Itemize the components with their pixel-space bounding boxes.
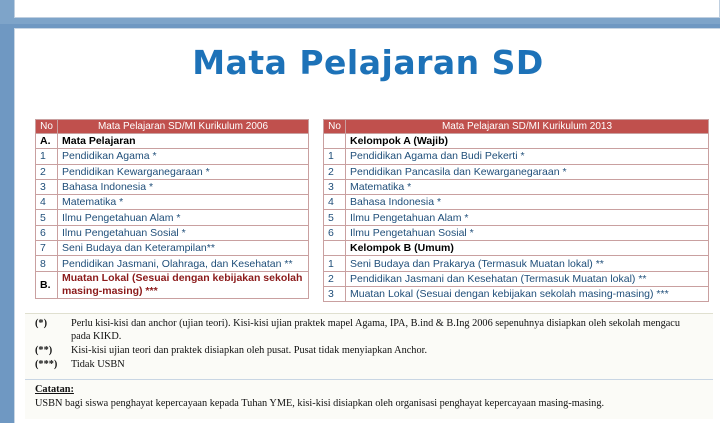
row-no: 6 [324, 225, 346, 240]
note-symbol: (*) [35, 318, 48, 329]
header-no: No [324, 120, 346, 134]
table-row [324, 195, 709, 210]
group-label: Kelompok A (Wajib) [346, 134, 709, 149]
catatan-text: USBN bagi siswa penghayat kepercayaan kepada Tuhan YME, kisi-kisi disiapkan oleh organisasi penghayat kepercayaan masing-masing. [35, 398, 605, 409]
table-row [36, 225, 309, 240]
row-no: 2 [36, 164, 58, 179]
group-no: A. [36, 134, 58, 149]
table-header [36, 120, 309, 134]
row-subject: Seni Budaya dan Keterampilan** [58, 241, 309, 256]
table-row [36, 195, 309, 210]
row-subject: Pendidikan Agama * [58, 149, 309, 164]
note-item [35, 318, 701, 343]
curriculum-2013-table [323, 119, 709, 302]
row-no: 3 [36, 179, 58, 194]
row-subject: Seni Budaya dan Prakarya (Termasuk Muatan lokal) ** [346, 256, 709, 271]
row-subject: Bahasa Indonesia * [58, 179, 309, 194]
note-text: Tidak USBN [71, 359, 125, 370]
row-no: 6 [36, 225, 58, 240]
muatan-lokal-line1: Muatan Lokal (Sesuai dengan kebijakan sekolah [62, 271, 303, 284]
previous-slide-edge [14, 0, 720, 18]
header-subject: Mata Pelajaran SD/MI Kurikulum 2013 [346, 120, 709, 134]
slide-panel [14, 28, 720, 423]
note-item [35, 359, 701, 372]
row-no: 5 [36, 210, 58, 225]
row-no: 2 [324, 164, 346, 179]
table-row [36, 164, 309, 179]
table-row [324, 256, 709, 271]
group-no: B. [36, 271, 58, 298]
group-label: Mata Pelajaran [58, 134, 309, 149]
row-no: 8 [36, 256, 58, 271]
muatan-lokal-line2: masing-masing) *** [62, 284, 158, 297]
note-symbol: (***) [35, 359, 58, 370]
row-subject: Muatan Lokal (Sesuai dengan kebijakan sekolah masing-masing) *** [346, 286, 709, 301]
muatan-lokal-cell [58, 271, 309, 298]
row-subject: Pendidikan Agama dan Budi Pekerti * [346, 149, 709, 164]
table-row [36, 149, 309, 164]
table-row [324, 149, 709, 164]
row-no: 4 [36, 195, 58, 210]
row-subject: Pendidikan Jasmani, Olahraga, dan Kesehatan ** [58, 256, 309, 271]
table-header [324, 120, 709, 134]
row-subject: Ilmu Pengetahuan Alam * [58, 210, 309, 225]
table-row [324, 225, 709, 240]
group-row [324, 134, 709, 149]
header-no: No [36, 120, 58, 134]
catatan-box [25, 379, 713, 419]
group-label: Kelompok B (Umum) [346, 241, 709, 256]
row-no: 1 [36, 149, 58, 164]
row-subject: Pendidikan Jasmani dan Kesehatan (Termasuk Muatan lokal) ** [346, 271, 709, 286]
table-row [36, 179, 309, 194]
group-row [36, 134, 309, 149]
table-row [324, 210, 709, 225]
table-row [36, 210, 309, 225]
table-row [324, 286, 709, 301]
row-no: 7 [36, 241, 58, 256]
row-subject: Pendidikan Pancasila dan Kewarganegaraan * [346, 164, 709, 179]
row-subject: Pendidikan Kewarganegaraan * [58, 164, 309, 179]
note-text: Perlu kisi-kisi dan anchor (ujian teori). Kisi-kisi ujian praktek mapel Agama, IPA, B.ind & B.Ing 2006 sepenuhnya disiapkan oleh sekolah mengacu pada KIKD. [71, 318, 681, 342]
group-row [324, 241, 709, 256]
row-no: 2 [324, 271, 346, 286]
row-no: 1 [324, 256, 346, 271]
table-row [36, 256, 309, 271]
row-subject: Matematika * [58, 195, 309, 210]
note-text: Kisi-kisi ujian teori dan praktek disiapkan oleh pusat. Pusat tidak menyiapkan Anchor. [71, 345, 428, 356]
row-no: 1 [324, 149, 346, 164]
group-no [324, 134, 346, 149]
header-subject: Mata Pelajaran SD/MI Kurikulum 2006 [58, 120, 309, 134]
row-subject: Bahasa Indonesia * [346, 195, 709, 210]
row-subject: Matematika * [346, 179, 709, 194]
table-row [324, 164, 709, 179]
table-row [36, 241, 309, 256]
row-subject: Ilmu Pengetahuan Alam * [346, 210, 709, 225]
row-no: 3 [324, 286, 346, 301]
table-row [324, 179, 709, 194]
row-subject: Ilmu Pengetahuan Sosial * [346, 225, 709, 240]
row-no: 3 [324, 179, 346, 194]
catatan-heading: Catatan: [35, 384, 74, 395]
group-row [36, 271, 309, 298]
group-no [324, 241, 346, 256]
note-symbol: (**) [35, 345, 53, 356]
row-no: 5 [324, 210, 346, 225]
note-item [35, 345, 701, 358]
page-title: Mata Pelajaran SD [192, 43, 544, 82]
curriculum-2006-table [35, 119, 309, 299]
table-row [324, 271, 709, 286]
row-no: 4 [324, 195, 346, 210]
row-subject: Ilmu Pengetahuan Sosial * [58, 225, 309, 240]
